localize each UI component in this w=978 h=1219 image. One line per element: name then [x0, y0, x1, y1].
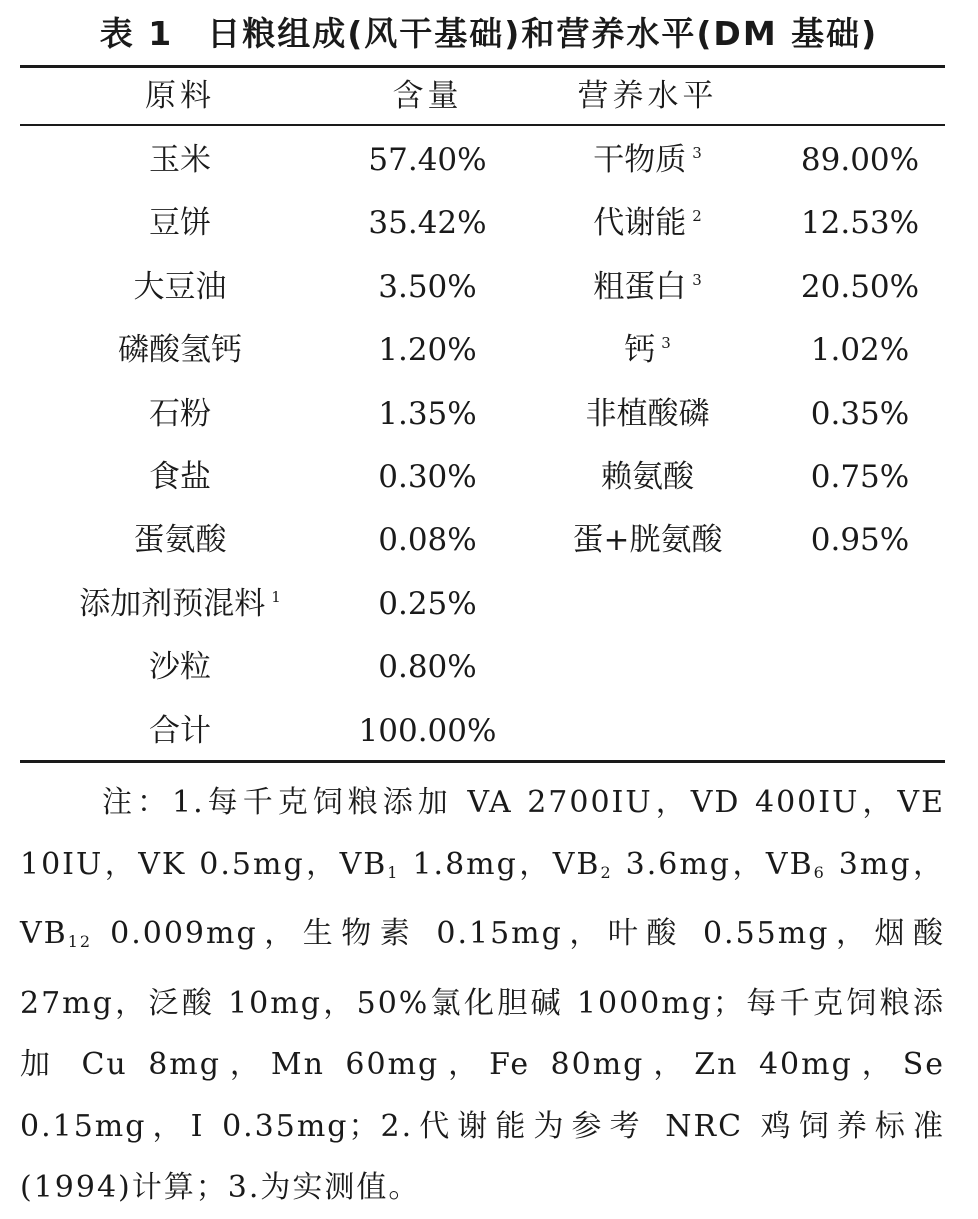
- nutrient-name-text: 非植酸磷: [585, 396, 710, 432]
- ingredient-name: [20, 330, 340, 370]
- ingredient-content: [345, 140, 510, 180]
- ingredient-name: [20, 140, 340, 180]
- bottom-rule: [20, 760, 945, 763]
- ingredient-name: [20, 457, 340, 497]
- nutrient-value: [770, 457, 950, 497]
- nutrient-name: [540, 203, 755, 248]
- ingredient-name-text: 沙粒: [149, 649, 211, 685]
- ingredient-content-text: 1.20%: [378, 332, 477, 368]
- footnote-marker: 3: [692, 271, 702, 289]
- table-note: [20, 772, 945, 1219]
- nutrient-value-text: 0.95%: [810, 522, 910, 558]
- ingredient-content-text: 0.08%: [378, 522, 477, 558]
- nutrient-value-text: 20.50%: [800, 269, 920, 305]
- nutrient-value-text: 89.00%: [800, 142, 920, 178]
- nutrient-value-text: 0.35%: [810, 396, 910, 432]
- ingredient-content-text: 57.40%: [368, 142, 487, 178]
- nutrient-value-text: 0.75%: [810, 459, 910, 495]
- footnote-marker: 2: [692, 207, 702, 225]
- header-rule: [20, 124, 945, 126]
- ingredient-name-text: 豆饼: [149, 205, 211, 241]
- ingredient-name: [20, 394, 340, 434]
- note-subscript: 6: [813, 862, 826, 882]
- note-subscript: 12: [67, 932, 93, 951]
- ingredient-name-text: 玉米: [149, 142, 211, 178]
- nutrient-value-text: 1.02%: [810, 332, 910, 368]
- ingredient-content: [345, 394, 510, 434]
- ingredient-content-text: 0.25%: [378, 586, 477, 622]
- ingredient-content-text: 3.50%: [378, 269, 477, 305]
- header-content: 含量: [392, 78, 463, 114]
- ingredient-content-text: 35.42%: [368, 205, 487, 241]
- ingredient-content-text: 0.30%: [378, 459, 477, 495]
- ingredient-content: [345, 647, 510, 687]
- ingredient-name-text: 石粉: [149, 396, 211, 432]
- nutrient-name: [540, 330, 755, 375]
- nutrient-name-text: 代谢能: [593, 205, 687, 241]
- nutrient-name-text: 赖氨酸: [601, 459, 694, 495]
- top-rule: [20, 65, 945, 68]
- ingredient-name-text: 蛋氨酸: [133, 522, 227, 558]
- footnote-marker: 3: [661, 334, 671, 352]
- table-number: 表 1: [99, 14, 174, 53]
- nutrient-name-text: 粗蛋白: [593, 269, 687, 305]
- ingredient-name-text: 食盐: [149, 459, 211, 495]
- nutrient-value: [770, 520, 950, 560]
- note-subscript: 2: [600, 862, 613, 882]
- ingredient-content: [345, 711, 510, 751]
- nutrient-name-text: 蛋+胱氨酸: [572, 522, 723, 558]
- header-ingredient: 原料: [145, 78, 215, 114]
- ingredient-name-text: 磷酸氢钙: [118, 332, 242, 368]
- note-text: 注：1.每千克饲粮添加 VA 2700IU，VD 400IU，VE 10IU，VK 0.5mg，VB: [20, 785, 945, 882]
- note-text: 3mg，VB: [20, 846, 946, 951]
- ingredient-name: [20, 520, 340, 560]
- ingredient-content-text: 100.00%: [358, 713, 497, 749]
- ingredient-content: [345, 267, 510, 307]
- ingredient-content: [345, 330, 510, 370]
- nutrient-value: [770, 394, 950, 434]
- ingredient-name-text: 合计: [149, 713, 211, 749]
- ingredient-content: [345, 203, 510, 243]
- nutrient-value: [770, 203, 950, 243]
- ingredient-name: [20, 203, 340, 243]
- nutrient-value: [770, 140, 950, 180]
- nutrient-value: [770, 330, 950, 370]
- ingredient-content-text: 1.35%: [378, 396, 477, 432]
- nutrient-value: [770, 267, 950, 307]
- ingredient-content-text: 0.80%: [378, 649, 477, 685]
- footnote-marker: 1: [271, 588, 281, 606]
- note-text: 0.009mg，生物素 0.15mg，叶酸 0.55mg，烟酸 27mg，泛酸 10mg，50%氯化胆碱 1000mg；每千克饲粮添加 Cu 8mg，Mn 60mg，Fe 80mg，Zn 40mg，Se 0.15mg，I 0.35mg；2.代谢能为参考 NRC 鸡饲养标准(1994)计算；3.为实测值。: [20, 916, 945, 1205]
- ingredient-content: [345, 457, 510, 497]
- ingredient-name-text: 大豆油: [133, 269, 227, 305]
- table-caption: 日粮组成(风干基础)和营养水平(DM 基础): [207, 14, 879, 53]
- nutrient-name-text: 干物质: [593, 142, 687, 178]
- ingredient-name: [20, 267, 340, 307]
- ingredient-content: [345, 520, 510, 560]
- ingredient-name: [20, 647, 340, 687]
- table-title: [0, 12, 978, 56]
- nutrient-value-text: 12.53%: [800, 205, 920, 241]
- ingredient-content: [345, 584, 510, 624]
- nutrient-name: [540, 394, 755, 434]
- ingredient-name: [20, 711, 340, 751]
- nutrient-name: [540, 140, 755, 185]
- ingredient-name: [20, 584, 340, 629]
- note-text: 3.6mg，VB: [612, 846, 814, 882]
- nutrient-name: [540, 520, 755, 560]
- note-subscript: 1: [387, 862, 400, 882]
- nutrient-name: [540, 457, 755, 497]
- header-nutrition-level: 营养水平: [577, 78, 718, 114]
- nutrient-name-text: 钙: [624, 332, 656, 368]
- note-text: 1.8mg，VB: [399, 846, 601, 882]
- ingredient-name-text: 添加剂预混料: [79, 586, 266, 622]
- nutrient-name: [540, 267, 755, 312]
- footnote-marker: 3: [692, 144, 702, 162]
